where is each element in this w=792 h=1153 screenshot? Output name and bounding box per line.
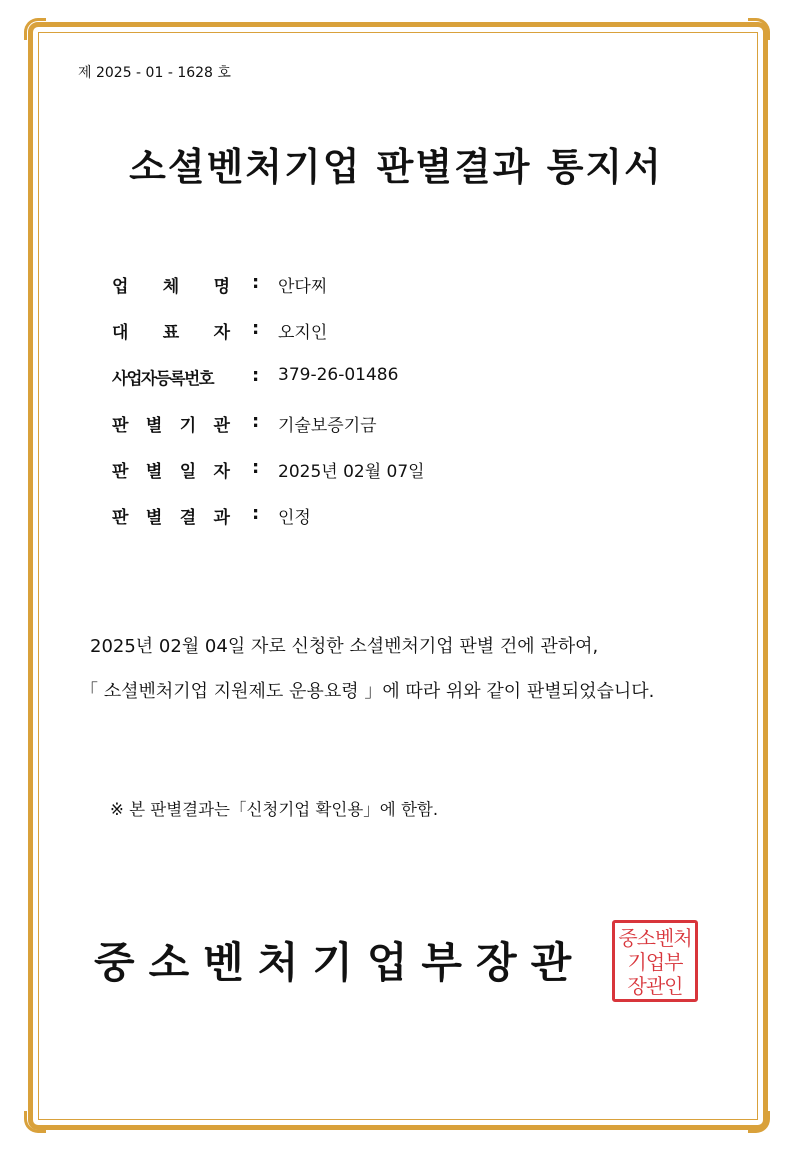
field-label-company-name: 업 체 명 <box>112 277 230 297</box>
field-label-result: 판 별 결 과 <box>112 508 230 528</box>
body-text-line-2: 「 소셜벤처기업 지원제도 운용요령 」에 따라 위와 같이 판별되었습니다. <box>80 681 655 702</box>
field-date <box>112 457 612 487</box>
field-result <box>112 503 612 533</box>
field-label-agency: 판 별 기 관 <box>112 416 230 436</box>
field-label-business-number: 사업자등록번호 <box>112 369 214 388</box>
field-value-result: 인정 <box>278 508 311 528</box>
corner-ornament-top-right <box>748 18 770 40</box>
field-agency <box>112 411 612 441</box>
field-value-business-number: 379-26-01486 <box>278 365 399 385</box>
body-text-line-1: 2025년 02월 04일 자로 신청한 소셜벤처기업 판별 건에 관하여, <box>90 636 599 657</box>
field-representative <box>112 318 612 348</box>
field-company-name <box>112 272 612 302</box>
field-value-date: 2025년 02월 07일 <box>278 462 425 482</box>
field-colon: : <box>252 411 260 432</box>
official-seal-stamp: 중소벤처 기업부 장관인 <box>612 920 698 1002</box>
corner-ornament-bottom-left <box>24 1111 46 1133</box>
field-colon: : <box>252 318 260 339</box>
field-colon: : <box>252 272 260 293</box>
field-colon: : <box>252 503 260 524</box>
corner-ornament-bottom-right <box>748 1111 770 1133</box>
issuer-name: 중소벤처기업부장관 <box>94 938 586 987</box>
field-colon: : <box>252 457 260 478</box>
field-value-agency: 기술보증기금 <box>278 416 377 436</box>
field-label-representative: 대 표 자 <box>112 323 230 343</box>
document-title: 소셜벤처기업 판별결과 통지서 <box>129 144 663 189</box>
field-label-date: 판 별 일 자 <box>112 462 230 482</box>
document-number: 제 2025 - 01 - 1628 호 <box>78 65 231 81</box>
note-text: ※ 본 판별결과는「신청기업 확인용」에 한함. <box>110 800 439 819</box>
field-colon: : <box>252 365 260 386</box>
field-value-representative: 오지인 <box>278 323 328 343</box>
field-value-company-name: 안다찌 <box>278 277 328 297</box>
corner-ornament-top-left <box>24 18 46 40</box>
field-business-number <box>112 365 612 395</box>
